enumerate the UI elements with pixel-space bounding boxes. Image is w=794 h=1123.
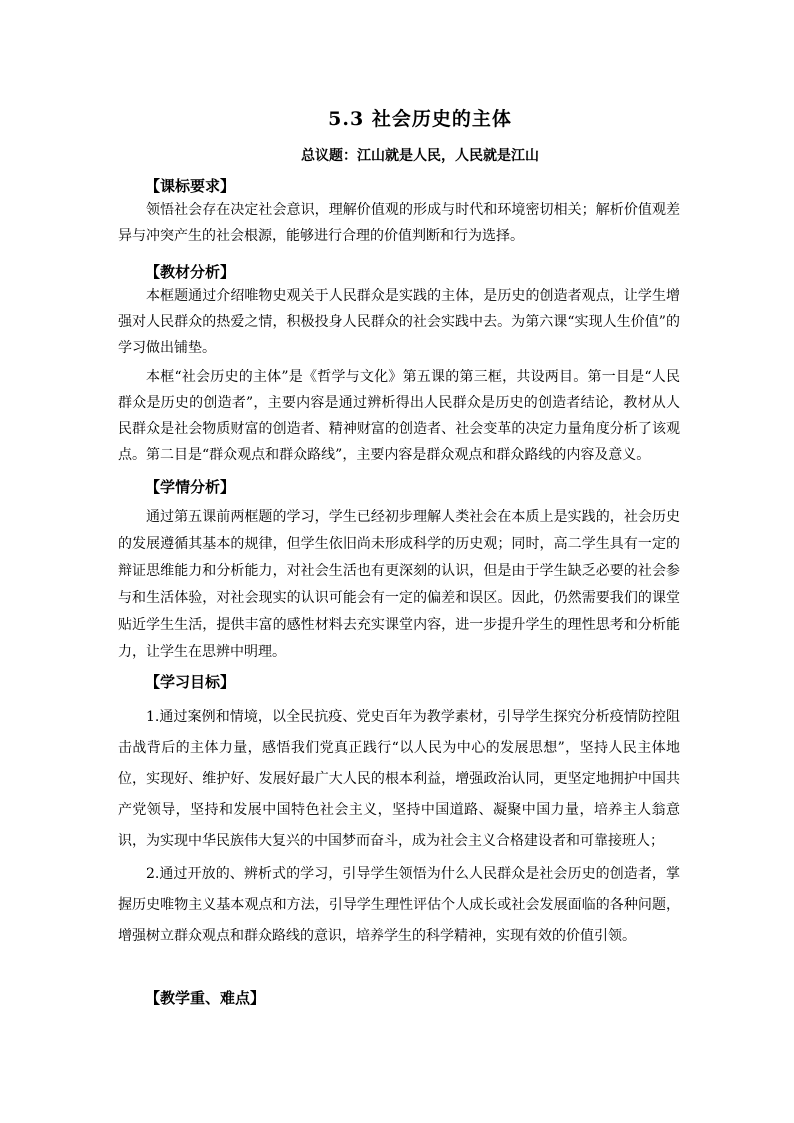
paragraph-curriculum: 领悟社会存在决定社会意识，理解价值观的形成与时代和环境密切相关；解析价值观差异与冲突产生的社会根源，能够进行合理的价值判断和行为选择。 <box>118 202 680 244</box>
section-heading-students: 【学情分析】 <box>145 478 236 496</box>
paragraph-objective-1: 1.通过案例和情境，以全民抗疫、党史百年为教学素材，引导学生探究分析疫情防控阻击战背后的主体力量，感悟我们党真正践行“以人民为中心的发展思想”，坚持人民主体地位，实现好、维护好、发展好最广大人民的根本利益，增强政治认同，更坚定地拥护中国共产党领导，坚持和发展中国特色社会主义，坚持中国道路、凝聚中国力量，培养主人翁意识，为实现中华民族伟大复兴的中国梦而奋斗，成为社会主义合格建设者和可靠接班人； <box>118 709 680 849</box>
paragraph-textbook-1: 本框题通过介绍唯物史观关于人民群众是实践的主体，是历史的创造者观点，让学生增强对人民群众的热爱之情，积极投身人民群众的社会实践中去。为第六课“实现人生价值”的学习做出铺垫。 <box>118 288 680 356</box>
paragraph-objective-2: 2.通过开放的、辨析式的学习，引导学生领悟为什么人民群众是社会历史的创造者，掌握历史唯物主义基本观点和方法，引导学生理性评估个人成长或社会发展面临的各种问题，增强树立群众观点和群众路线的意识，培养学生的科学精神，实现有效的价值引领。 <box>118 866 680 944</box>
page-subtitle: 总议题：江山就是人民，人民就是江山 <box>301 148 539 164</box>
section-heading-keypoints: 【教学重、难点】 <box>145 989 266 1007</box>
paragraph-students: 通过第五课前两框题的学习，学生已经初步理解人类社会在本质上是实践的，社会历史的发展遵循其基本的规律，但学生依旧尚未形成科学的历史观；同时，高二学生具有一定的辩证思维能力和分析能力，对社会生活也有更深刻的认识，但是由于学生缺乏必要的社会参与和生活体验，对社会现实的认识可能会有一定的偏差和误区。因此，仍然需要我们的课堂贴近学生生活，提供丰富的感性材料去充实课堂内容，进一步提升学生的理性思考和分析能力，让学生在思辨中明理。 <box>118 509 680 660</box>
section-heading-textbook: 【教材分析】 <box>145 263 236 281</box>
page-title: 5.3 社会历史的主体 <box>328 108 512 130</box>
section-heading-curriculum: 【课标要求】 <box>145 177 236 195</box>
paragraph-textbook-2: 本框“社会历史的主体”是《哲学与文化》第五课的第三框，共设两目。第一目是“人民群众是历史的创造者”，主要内容是通过辨析得出人民群众是历史的创造者结论，教材从人民群众是社会物质财富的创造者、精神财富的创造者、社会变革的决定力量角度分析了该观点。第二目是“群众观点和群众路线”，主要内容是群众观点和群众路线的内容及意义。 <box>118 369 680 463</box>
section-heading-objectives: 【学习目标】 <box>145 673 236 691</box>
